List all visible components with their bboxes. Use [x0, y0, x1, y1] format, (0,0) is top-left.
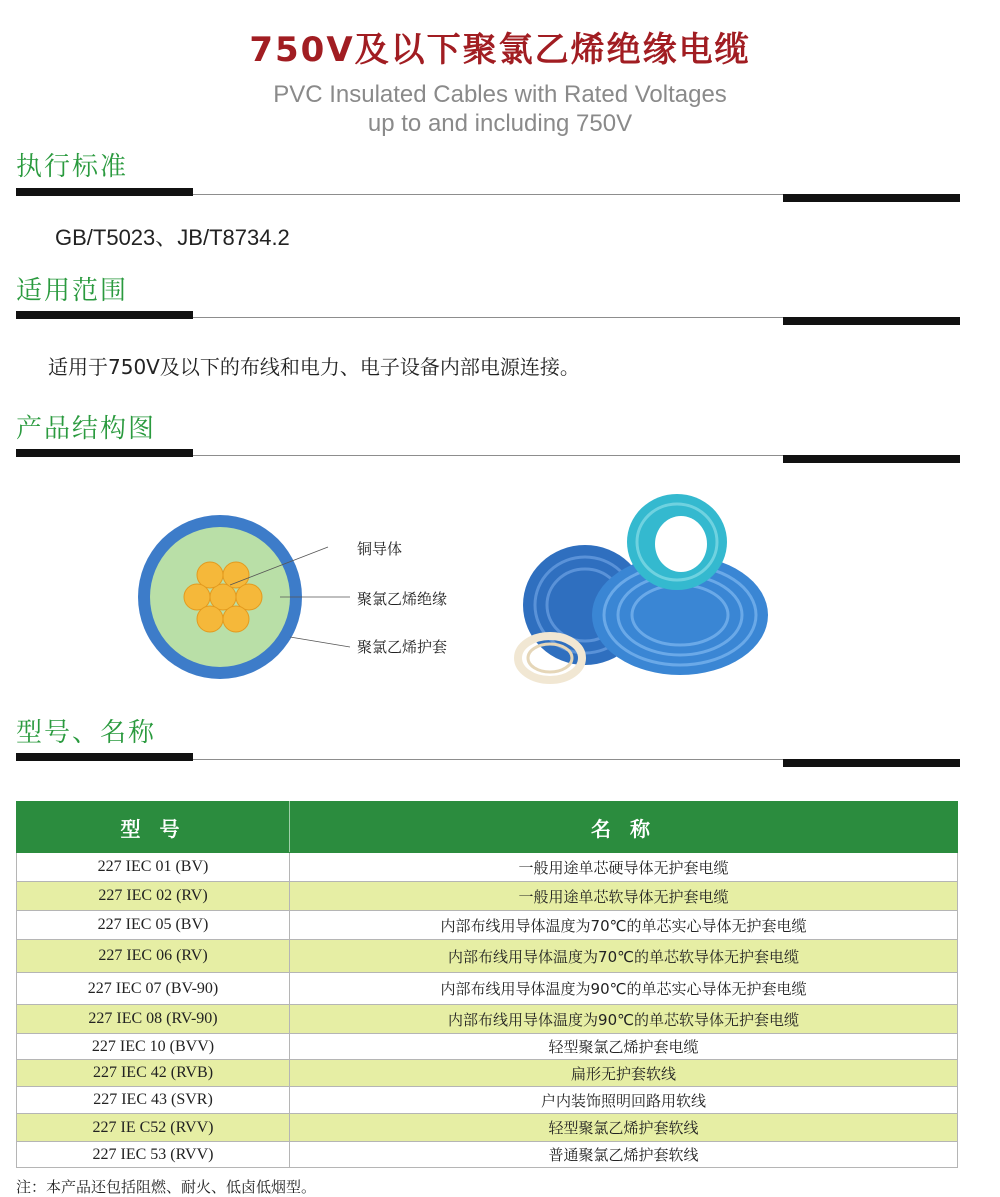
cell-name: 内部布线用导体温度为90℃的单芯软导体无护套电缆: [290, 1005, 958, 1034]
cell-name: 内部布线用导体温度为90℃的单芯实心导体无护套电缆: [290, 973, 958, 1005]
table-row: [17, 882, 958, 911]
subtitle-line-1: PVC Insulated Cables with Rated Voltages: [273, 81, 727, 108]
section-divider: [16, 449, 960, 463]
table-row: [17, 1142, 958, 1168]
standard-text: GB/T5023、JB/T8734.2: [55, 225, 290, 250]
table-header-row: [17, 802, 958, 853]
cable-coils-photo: [505, 490, 775, 690]
label-copper-conductor: 铜导体: [357, 540, 403, 558]
table-row: [17, 853, 958, 882]
section-divider: [16, 188, 960, 202]
cell-model: 227 IEC 06 (RV): [17, 940, 290, 973]
subtitle-line-2: up to and including 750V: [367, 110, 633, 137]
table-row: [17, 911, 958, 940]
cell-name: 内部布线用导体温度为70℃的单芯实心导体无护套电缆: [290, 911, 958, 940]
cell-name: 户内装饰照明回路用软线: [290, 1087, 958, 1114]
cell-name: 轻型聚氯乙烯护套电缆: [290, 1034, 958, 1060]
scope-text: 适用于750V及以下的布线和电力、电子设备内部电源连接。: [48, 355, 580, 379]
table-row: [17, 1060, 958, 1087]
footnote: 注：本产品还包括阻燃、耐火、低卤低烟型。: [16, 1178, 317, 1196]
table-row: [17, 973, 958, 1005]
section-heading-scope: 适用范围: [16, 276, 129, 306]
page-title: 750V及以下聚氯乙烯绝缘电缆: [249, 30, 751, 70]
cell-name: 扁形无护套软线: [290, 1060, 958, 1087]
cell-model: 227 IE C52 (RVV): [17, 1114, 290, 1142]
section-heading-models: 型号、名称: [16, 718, 157, 748]
table-row: [17, 1114, 958, 1142]
section-heading-structure: 产品结构图: [16, 414, 157, 444]
cell-model: 227 IEC 08 (RV-90): [17, 1005, 290, 1034]
model-name-table: [16, 801, 958, 1168]
label-pvc-insulation: 聚氯乙烯绝缘: [357, 590, 448, 608]
cell-model: 227 IEC 10 (BVV): [17, 1034, 290, 1060]
cell-model: 227 IEC 01 (BV): [17, 853, 290, 882]
label-pvc-sheath: 聚氯乙烯护套: [357, 638, 448, 656]
table-row: [17, 1034, 958, 1060]
cell-model: 227 IEC 53 (RVV): [17, 1142, 290, 1168]
cell-name: 内部布线用导体温度为70℃的单芯软导体无护套电缆: [290, 940, 958, 973]
cell-model: 227 IEC 43 (SVR): [17, 1087, 290, 1114]
section-divider: [16, 311, 960, 325]
cell-name: 一般用途单芯软导体无护套电缆: [290, 882, 958, 911]
column-header-name: 名 称: [290, 802, 958, 853]
cell-model: 227 IEC 07 (BV-90): [17, 973, 290, 1005]
table-row: [17, 1005, 958, 1034]
table-row: [17, 940, 958, 973]
cell-name: 一般用途单芯硬导体无护套电缆: [290, 853, 958, 882]
table-row: [17, 1087, 958, 1114]
column-header-model: 型 号: [17, 802, 290, 853]
section-heading-standard: 执行标准: [16, 152, 129, 182]
cell-name: 普通聚氯乙烯护套软线: [290, 1142, 958, 1168]
page-subtitle: [0, 80, 1000, 138]
cell-model: 227 IEC 05 (BV): [17, 911, 290, 940]
cell-model: 227 IEC 42 (RVB): [17, 1060, 290, 1087]
cell-model: 227 IEC 02 (RV): [17, 882, 290, 911]
section-divider: [16, 753, 960, 767]
cell-name: 轻型聚氯乙烯护套软线: [290, 1114, 958, 1142]
